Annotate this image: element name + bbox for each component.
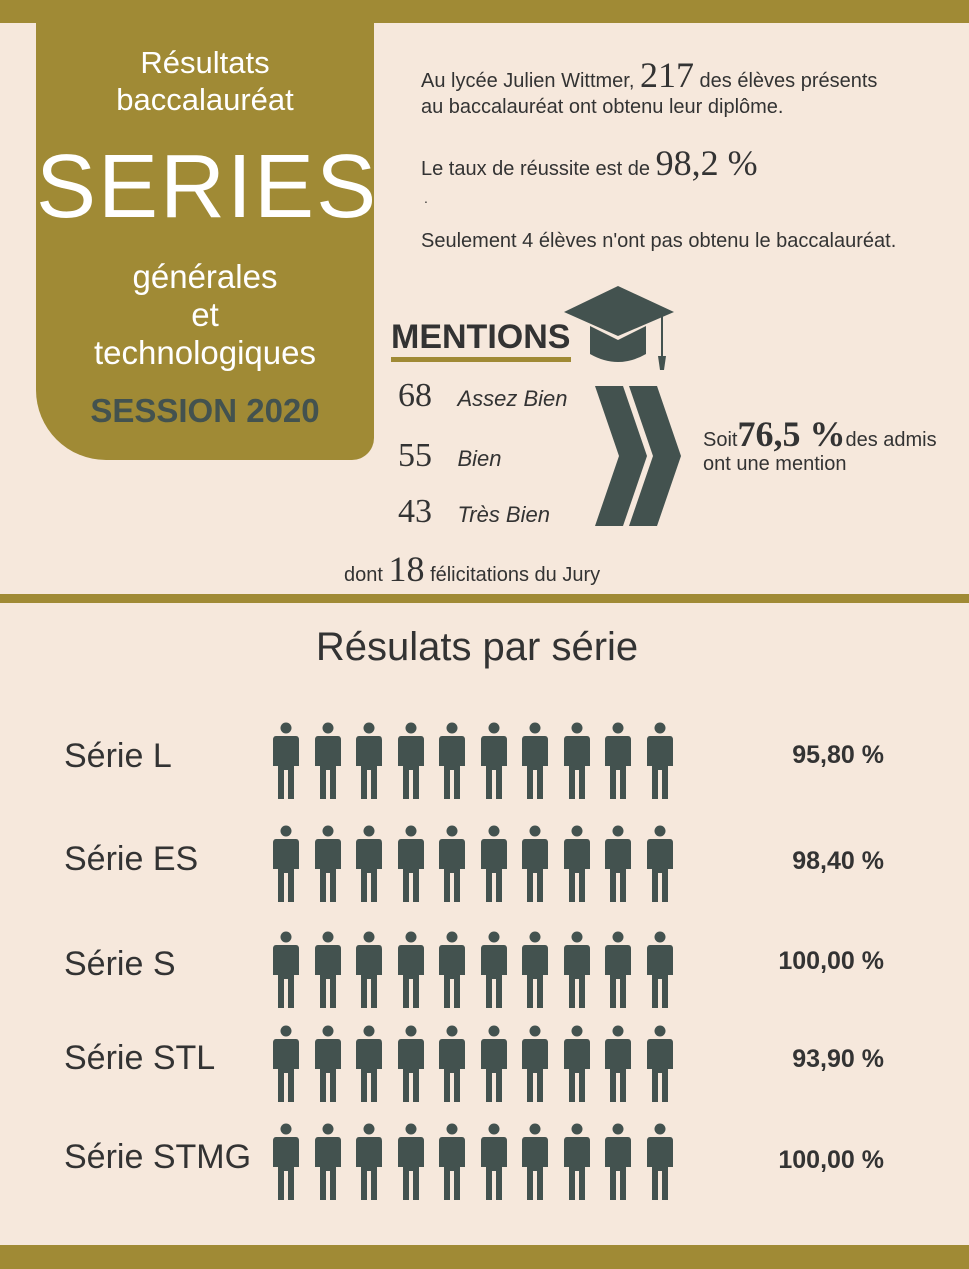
mention-count: 55 [398,437,432,474]
person-icon [355,1025,383,1103]
person-icon-row [272,931,682,1011]
person-icon [646,825,674,903]
panel-subtitle-line2: et [191,296,219,333]
person-icon [521,1025,549,1103]
person-icon [272,931,300,1009]
mention-row [398,377,568,415]
stray-dot: . [424,190,428,206]
panel-title-line2: baccalauréat [116,82,294,117]
section-divider [0,594,969,603]
person-icon [314,931,342,1009]
person-icon [480,1025,508,1103]
mention-count: 68 [398,377,432,414]
series-percentage: 98,40 % [792,847,884,875]
success-rate-label: Le taux de réussite est de [421,158,651,180]
mention-summary-post: des admis [845,429,937,451]
panel-title [36,44,374,118]
person-icon [355,825,383,903]
series-heading: SERIES [36,137,379,237]
mentions-title: MENTIONS [391,318,571,356]
intro-line2: au baccalauréat ont obtenu leur diplôme. [421,96,784,118]
person-icon [272,825,300,903]
person-icon [604,1025,632,1103]
mention-count: 43 [398,493,432,530]
results-title: Résulats par série [315,625,639,669]
person-icon [604,931,632,1009]
felicitations-line [344,548,600,590]
panel-subtitle-line1: générales [132,258,278,295]
felicitations-pre: dont [344,564,383,586]
chevron-right-icon [595,386,685,526]
person-icon [646,931,674,1009]
person-icon-row [272,825,682,905]
person-icon [563,1123,591,1201]
person-icon [314,1025,342,1103]
bottom-bar [0,1245,969,1269]
series-label: Série S [64,945,176,983]
person-icon [397,1123,425,1201]
intro-text-pre: Au lycée Julien Wittmer, [421,70,635,92]
person-icon [397,722,425,800]
series-label: Série ES [64,840,199,878]
person-icon [272,722,300,800]
person-icon [480,931,508,1009]
mention-label: Bien [457,446,502,471]
mention-label: Très Bien [457,502,550,527]
panel-title-line1: Résultats [140,45,270,80]
mention-rate-value: 76,5 % [737,414,846,454]
person-icon [272,1025,300,1103]
person-icon [521,931,549,1009]
person-icon [355,931,383,1009]
person-icon [604,1123,632,1201]
mention-row [398,493,550,531]
person-icon [521,1123,549,1201]
graduation-cap-icon [562,282,677,374]
series-percentage: 100,00 % [778,947,884,975]
person-icon [604,825,632,903]
mentions-underline [391,357,571,362]
mention-summary-pre: Soit [703,429,738,451]
fail-text: Seulement 4 élèves n'ont pas obtenu le baccalauréat. [421,230,897,252]
person-icon-row [272,1025,682,1105]
person-icon [314,825,342,903]
intro-text-post: des élèves présents [699,70,878,92]
person-icon [480,722,508,800]
person-icon [521,722,549,800]
intro-line1 [421,55,878,95]
felicitations-label: félicitations du Jury [430,564,601,586]
person-icon [563,1025,591,1103]
person-icon-row [272,1123,682,1203]
person-icon-row [272,722,682,802]
person-icon [355,1123,383,1201]
person-icon [604,722,632,800]
person-icon [314,722,342,800]
admitted-count: 217 [639,55,694,95]
person-icon [438,722,466,800]
person-icon [355,722,383,800]
felicitations-count: 18 [388,549,425,589]
person-icon [521,825,549,903]
series-percentage: 95,80 % [792,741,884,769]
person-icon [438,825,466,903]
title-panel [36,0,379,460]
person-icon [397,825,425,903]
mention-label: Assez Bien [457,386,568,411]
person-icon [438,1025,466,1103]
person-icon [314,1123,342,1201]
series-percentage: 93,90 % [792,1045,884,1073]
person-icon [397,1025,425,1103]
person-icon [272,1123,300,1201]
mention-row [398,437,502,475]
person-icon [438,931,466,1009]
person-icon [563,722,591,800]
mention-summary-line2: ont une mention [703,453,847,475]
series-label: Série L [64,737,172,775]
person-icon [646,1025,674,1103]
series-label: Série STMG [64,1138,252,1176]
person-icon [480,825,508,903]
session-label: SESSION 2020 [90,392,320,429]
person-icon [646,722,674,800]
person-icon [438,1123,466,1201]
person-icon [646,1123,674,1201]
mention-summary [703,414,937,476]
success-rate [421,143,758,183]
panel-subtitle-line3: technologiques [93,334,316,371]
series-label: Série STL [64,1039,216,1077]
panel-subtitle [36,258,374,372]
series-percentage: 100,00 % [778,1146,884,1174]
person-icon [397,931,425,1009]
person-icon [563,825,591,903]
success-rate-value: 98,2 % [655,143,758,183]
person-icon [480,1123,508,1201]
person-icon [563,931,591,1009]
